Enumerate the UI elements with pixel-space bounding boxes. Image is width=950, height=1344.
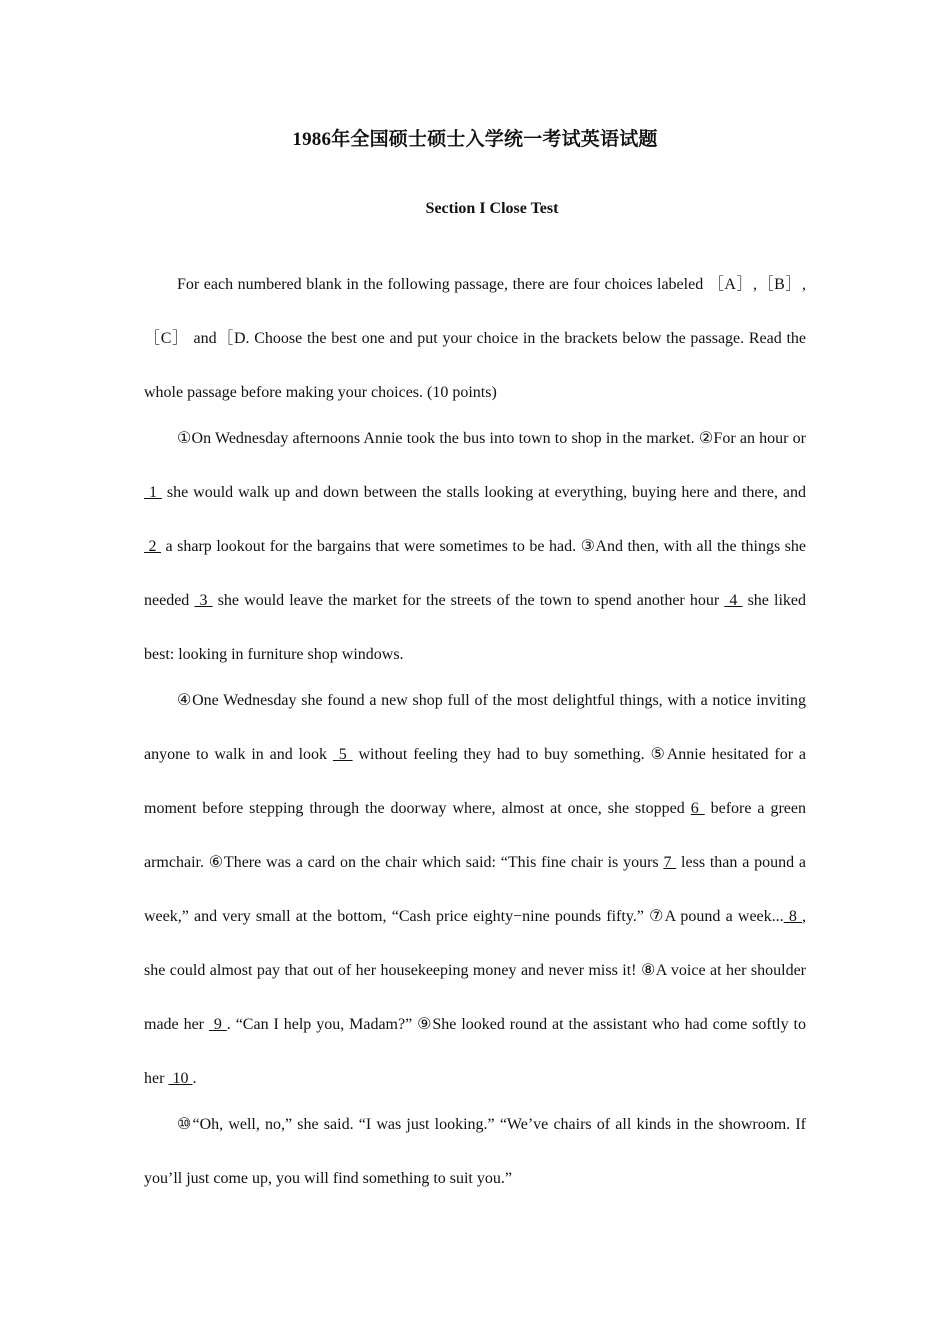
- blank-2: 2: [144, 538, 162, 555]
- passage-text: ①On Wednesday afternoons Annie took the bus into town to shop in the market. ②For an hour or: [177, 430, 806, 447]
- passage-text: , she could almost pay that out of her housekeeping money and never miss it! ⑧A voice at her shoulder made her: [144, 908, 807, 1033]
- blank-6: 6: [690, 800, 705, 817]
- passage-text: a sharp lookout for the bargains that were sometimes to be had. ③And then, with all the things she needed: [144, 538, 807, 609]
- blank-9: 9: [208, 1016, 227, 1033]
- passage-text: she would leave the market for the streets of the town to spend another hour: [212, 592, 725, 609]
- passage-paragraph-3: ⑩“Oh, well, no,” she said. “I was just looking.” “We’ve chairs of all kinds in the showroom. If you’ll just come up, you will find something to suit you.”: [144, 1116, 806, 1187]
- passage-text: she would walk up and down between the stalls looking at everything, buying here and there, and: [161, 484, 807, 501]
- passage-text: she liked best: looking in furniture shop windows.: [144, 592, 807, 663]
- passage-text: .: [192, 1070, 197, 1087]
- passage-paragraph-2: [144, 674, 806, 1106]
- instructions-paragraph: For each numbered blank in the following passage, there are four choices labeled ［A］,［B］,［C］ and［D. Choose the best one and put your choice in the brackets below the passage. Read the whole passage before making your choices. (10 points): [144, 276, 806, 401]
- passage-paragraph-1: [144, 412, 806, 682]
- document-body: [144, 258, 806, 1206]
- blank-5: 5: [332, 746, 353, 763]
- passage-text: less than a pound a week,” and very small at the bottom, “Cash price eighty−nine pounds fifty.” ⑦A pound a week...: [144, 854, 807, 925]
- blank-7: 7: [663, 854, 677, 871]
- blank-4: 4: [724, 592, 743, 609]
- blank-3: 3: [194, 592, 213, 609]
- passage-text: without feeling they had to buy something. ⑤Annie hesitated for a moment before stepping through the doorway where, almost at once, she stopped: [144, 746, 806, 817]
- section-heading: Section I Close Test: [425, 200, 559, 217]
- passage-text: . “Can I help you, Madam?” ⑨She looked round at the assistant who had come softly to her: [144, 1016, 806, 1087]
- blank-1: 1: [144, 484, 162, 501]
- blank-10: 10: [168, 1070, 193, 1087]
- blank-8: 8: [783, 908, 803, 925]
- passage-text: ④One Wednesday she found a new shop full of the most delightful things, with a notice inviting anyone to walk in and look: [144, 692, 806, 763]
- page-title: 1986年全国硕士硕士入学统一考试英语试题: [292, 129, 658, 150]
- passage-text: before a green armchair. ⑥There was a card on the chair which said: “This fine chair is yours: [144, 800, 807, 871]
